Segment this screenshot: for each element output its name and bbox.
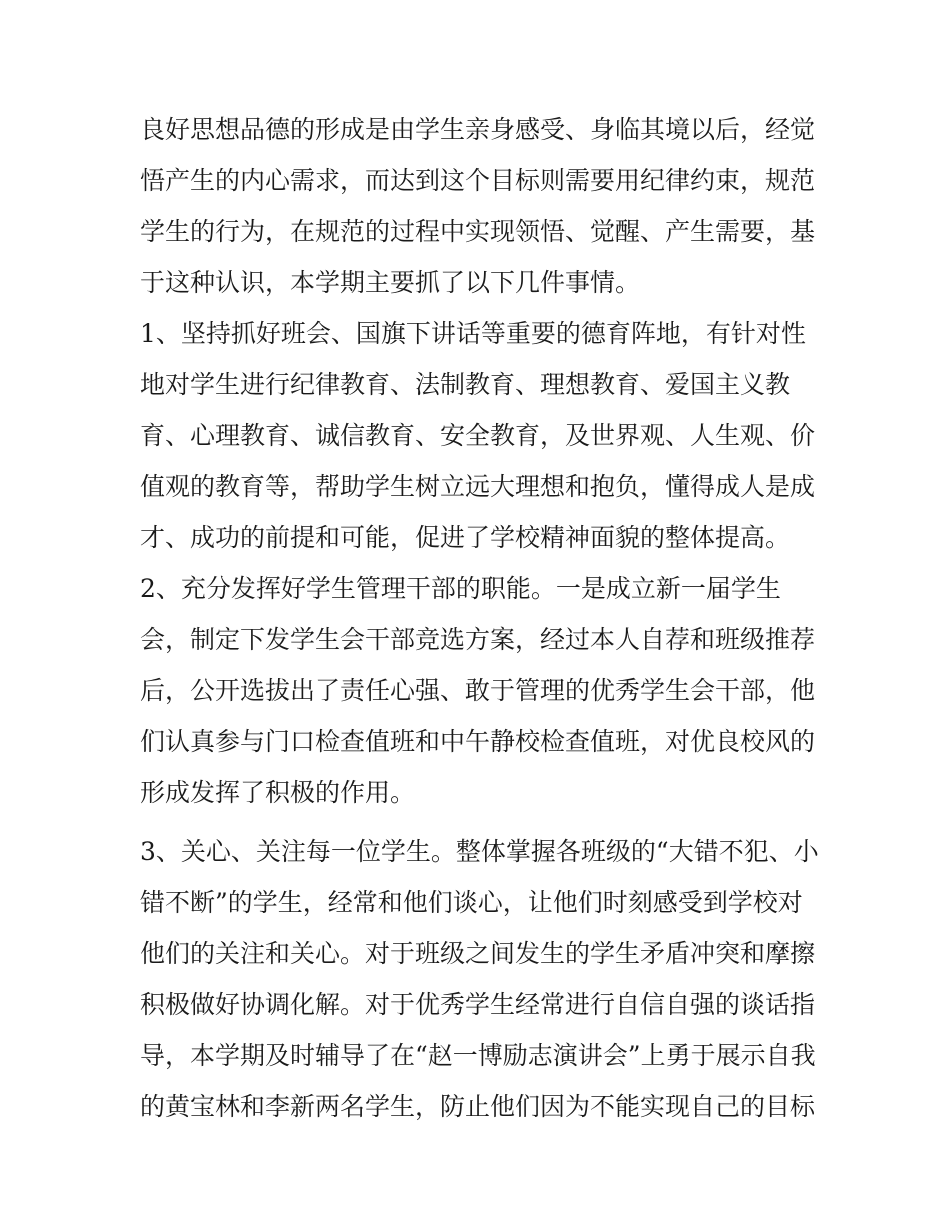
paragraph-intro <box>140 104 815 308</box>
paragraph-item-2 <box>140 563 815 818</box>
text-line: 后，公开选拔出了责任心强、敢于管理的优秀学生会干部，他 <box>140 676 816 705</box>
text-line: 错不断”的学生，经常和他们谈心，让他们时刻感受到学校对 <box>140 888 803 917</box>
text-line: 2、充分发挥好学生管理干部的职能。一是成立新一届学生 <box>140 574 781 603</box>
text-line: 他们的关注和关心。对于班级之间发生的学生矛盾冲突和摩擦 <box>140 939 816 968</box>
text-line: 学生的行为，在规范的过程中实现领悟、觉醒、产生需要，基 <box>140 217 816 246</box>
text-line: 会，制定下发学生会干部竞选方案，经过本人自荐和班级推荐 <box>140 625 816 654</box>
text-line: 们认真参与门口检查值班和中午静校检查值班，对优良校风的 <box>140 727 816 756</box>
paragraph-gap <box>140 818 815 826</box>
text-line: 积极做好协调化解。对于优秀学生经常进行自信自强的谈话指 <box>140 990 816 1019</box>
text-line: 3、关心、关注每一位学生。整体掌握各班级的“大错不犯、小 <box>140 837 819 866</box>
text-line: 良好思想品德的形成是由学生亲身感受、身临其境以后，经觉 <box>140 115 816 144</box>
text-line: 育、心理教育、诚信教育、安全教育，及世界观、人生观、价 <box>140 421 816 450</box>
text-line: 于这种认识，本学期主要抓了以下几件事情。 <box>140 268 641 297</box>
text-line: 1、坚持抓好班会、国旗下讲话等重要的德育阵地，有针对性 <box>140 319 806 348</box>
text-line: 值观的教育等，帮助学生树立远大理想和抱负，懂得成人是成 <box>140 472 816 501</box>
text-line: 的黄宝林和李新两名学生，防止他们因为不能实现自己的目标 <box>140 1092 816 1121</box>
document-body <box>140 104 819 1132</box>
paragraph-item-3 <box>140 826 819 1132</box>
text-line: 形成发挥了积极的作用。 <box>140 778 416 807</box>
text-line: 才、成功的前提和可能，促进了学校精神面貌的整体提高。 <box>140 523 791 552</box>
paragraph-item-1 <box>140 308 815 563</box>
text-line: 悟产生的内心需求，而达到这个目标则需要用纪律约束，规范 <box>140 166 816 195</box>
text-line: 地对学生进行纪律教育、法制教育、理想教育、爱国主义教 <box>140 370 791 399</box>
text-line: 导，本学期及时辅导了在“赵一博励志演讲会”上勇于展示自我 <box>140 1041 816 1070</box>
